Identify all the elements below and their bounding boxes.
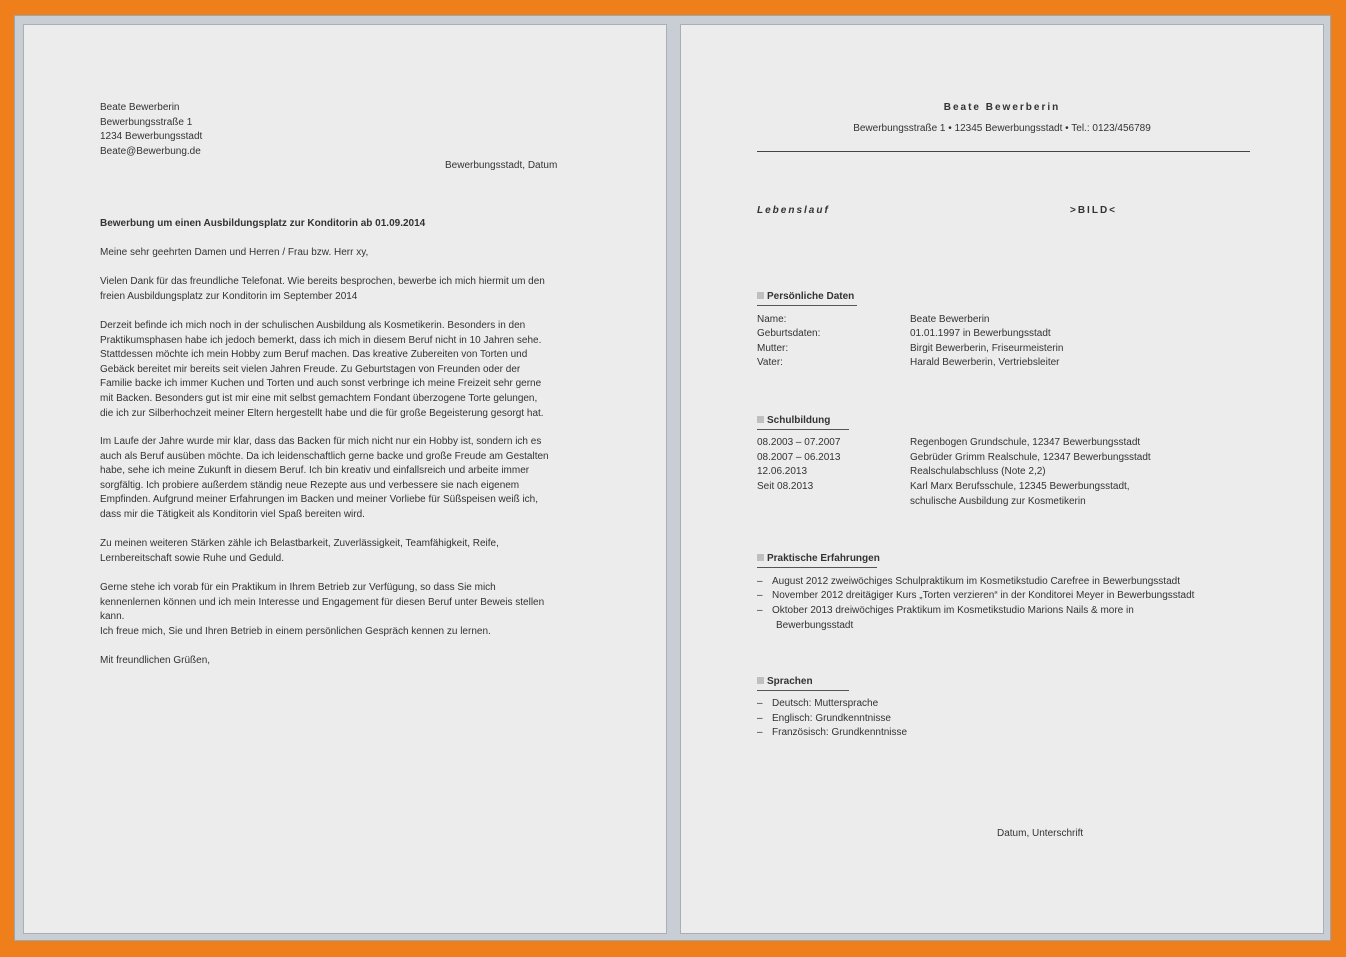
- letter-closing: Mit freundlichen Grüßen,: [100, 655, 211, 666]
- section-personal-label: Persönliche Daten: [767, 291, 855, 302]
- text-line: mit Backen. Besonders gut ist mir eine mit selbst gemachtem Fondant überzogene Torte gelungen,: [100, 392, 538, 404]
- personal-value: Harald Bewerberin, Vertriebsleiter: [910, 357, 1060, 368]
- section-personal-heading: [757, 291, 854, 302]
- practice-item-text: August 2012 zweiwöchiges Schulpraktikum im Kosmetikstudio Carefree in Bewerbungsstadt: [772, 576, 1180, 587]
- school-entry: schulische Ausbildung zur Kosmetikerin: [910, 496, 1086, 507]
- letter-paragraph-2: [100, 319, 544, 421]
- text-line: Lernbereitschaft sowie Ruhe und Geduld.: [100, 552, 285, 564]
- text-line: freien Ausbildungsplatz zur Konditorin im September 2014: [100, 290, 358, 302]
- letter-paragraph-5: [100, 581, 544, 639]
- text-line: kann.: [100, 611, 125, 623]
- language-item-text: Deutsch: Muttersprache: [772, 698, 879, 709]
- document-viewer: [14, 15, 1331, 941]
- section-school-label: Schulbildung: [767, 415, 831, 426]
- personal-label: Mutter:: [757, 343, 789, 354]
- language-item: – Deutsch: Muttersprache: [757, 698, 879, 709]
- signature-line: Datum, Unterschrift: [997, 828, 1084, 839]
- school-entry: Realschulabschluss (Note 2,2): [910, 466, 1046, 477]
- sender-name: Beate Bewerberin: [100, 102, 180, 113]
- section-underline: [757, 567, 877, 568]
- section-school-heading: [757, 415, 830, 426]
- school-entry: Karl Marx Berufsschule, 12345 Bewerbungsstadt,: [910, 481, 1130, 492]
- school-entry: Gebrüder Grimm Realschule, 12347 Bewerbungsstadt: [910, 452, 1151, 463]
- personal-value: Birgit Bewerberin, Friseurmeisterin: [910, 343, 1064, 354]
- section-marker-icon: [757, 416, 764, 423]
- sender-street: Bewerbungsstraße 1: [100, 116, 193, 128]
- language-item-text: Englisch: Grundkenntnisse: [772, 713, 891, 724]
- text-line: Vielen Dank für das freundliche Telefonat. Wie bereits besprochen, bewerbe ich mich hiermit um den: [100, 276, 545, 287]
- section-marker-icon: [757, 292, 764, 299]
- text-line: die ich zur Silberhochzeit meiner Eltern hergestellt habe und die für große Begeisterung gesorgt hat.: [100, 407, 544, 419]
- text-line: dass mir die Tätigkeit als Konditorin viel Spaß bereiten wird.: [100, 508, 365, 520]
- text-line: Familie backe ich immer Kuchen und Torten und auch sonst verbringe ich meine Freizeit sehr gerne: [100, 378, 542, 390]
- letter-paragraph-1: [100, 275, 545, 304]
- section-marker-icon: [757, 554, 764, 561]
- school-period: 08.2007 – 06.2013: [757, 452, 841, 463]
- place-date: Bewerbungsstadt, Datum: [445, 160, 558, 171]
- section-underline: [757, 690, 849, 691]
- practice-item: – Oktober 2013 dreiwöchiges Praktikum im Kosmetikstudio Marions Nails & more in: [757, 605, 1134, 616]
- text-line: Gerne stehe ich vorab für ein Praktikum in Ihrem Betrieb zur Verfügung, so dass Sie mich: [100, 582, 496, 593]
- text-line: sorgfältig. Ich probiere außerdem ständig neue Rezepte aus und verbessere sie nach eigenem: [100, 479, 520, 491]
- personal-value: Beate Bewerberin: [910, 314, 990, 325]
- text-line: Derzeit befinde ich mich noch in der schulischen Ausbildung als Kosmetikerin. Besonders in den: [100, 320, 526, 331]
- text-line: Empfinden. Aufgrund meiner Erfahrungen im Backen und meiner Vorliebe für Süßspeisen weiß ich,: [100, 494, 539, 506]
- practice-item-text: November 2012 dreitägiger Kurs „Torten verzieren“ in der Konditorei Meyer in Bewerbungsstadt: [772, 590, 1195, 601]
- language-item-text: Französisch: Grundkenntnisse: [772, 727, 908, 738]
- photo-placeholder: >BILD<: [1070, 205, 1118, 216]
- language-item: – Englisch: Grundkenntnisse: [757, 713, 891, 724]
- personal-label: Geburtsdaten:: [757, 328, 821, 339]
- text-line: Ich freue mich, Sie und Ihren Betrieb in einem persönlichen Gespräch kennen zu lernen.: [100, 625, 491, 637]
- practice-item-text: Oktober 2013 dreiwöchiges Praktikum im Kosmetikstudio Marions Nails & more in: [772, 605, 1134, 616]
- text-line: kennenlernen können und ich mein Interesse und Engagement für diesen Beruf unter Beweis stellen: [100, 596, 545, 608]
- personal-value: 01.01.1997 in Bewerbungsstadt: [910, 328, 1051, 339]
- section-practice-heading: [757, 553, 880, 564]
- letter-salutation: Meine sehr geehrten Damen und Herren / Frau bzw. Herr xy,: [100, 247, 369, 258]
- section-underline: [757, 305, 857, 306]
- practice-item-continuation: Bewerbungsstadt: [776, 620, 854, 631]
- text-line: Im Laufe der Jahre wurde mir klar, dass das Backen für mich nicht nur ein Hobby ist, sondern ich es: [100, 436, 542, 447]
- page-cv: [680, 24, 1324, 934]
- sender-email: Beate@Bewerbung.de: [100, 145, 201, 157]
- section-underline: [757, 429, 849, 430]
- sender-city: 1234 Bewerbungsstadt: [100, 131, 203, 143]
- personal-label: Name:: [757, 314, 787, 325]
- text-line: auch als Beruf ausüben möchte. Da ich leidenschaftlich gerne backe und große Freude am Gestalten: [100, 450, 549, 462]
- language-item: – Französisch: Grundkenntnisse: [757, 727, 908, 738]
- personal-label: Vater:: [757, 357, 783, 368]
- text-line: Gebäck bereitet mir bereits seit vielen Jahren Freude. Zu Geburtstagen von Freunden oder der: [100, 363, 521, 375]
- letter-subject: Bewerbung um einen Ausbildungsplatz zur Konditorin ab 01.09.2014: [100, 218, 426, 229]
- cv-contact-line: Bewerbungsstraße 1 • 12345 Bewerbungsstadt • Tel.: 0123/456789: [853, 123, 1151, 134]
- practice-item: – August 2012 zweiwöchiges Schulpraktikum im Kosmetikstudio Carefree in Bewerbungsstadt: [757, 576, 1180, 587]
- page-cover-letter: [23, 24, 667, 934]
- cv-name: Beate Bewerberin: [943, 102, 1061, 113]
- school-period: 08.2003 – 07.2007: [757, 437, 841, 448]
- section-marker-icon: [757, 677, 764, 684]
- section-languages-heading: [757, 676, 813, 687]
- text-line: habe, sehe ich meine Zukunft in diesem Beruf. Ich bin kreativ und einfallsreich und arbeite immer: [100, 465, 530, 477]
- header-divider: [757, 151, 1250, 152]
- school-entry: Regenbogen Grundschule, 12347 Bewerbungsstadt: [910, 437, 1141, 448]
- school-period: 12.06.2013: [757, 466, 808, 477]
- text-line: Stattdessen möchte ich mein Hobby zum Beruf machen. Das kreative Zubereiten von Torten und: [100, 349, 528, 361]
- section-languages-label: Sprachen: [767, 676, 813, 687]
- school-period: Seit 08.2013: [757, 481, 814, 492]
- text-line: Praktikumsphasen habe ich jedoch bemerkt, dass ich mich in diesem Beruf nicht in 10 Jahren sehe.: [100, 334, 542, 346]
- letter-paragraph-4: [100, 537, 499, 566]
- practice-item: – November 2012 dreitägiger Kurs „Torten verzieren“ in der Konditorei Meyer in Bewerbungsstadt: [757, 590, 1195, 601]
- cv-title: Lebenslauf: [757, 205, 830, 216]
- sender-address: [100, 101, 202, 159]
- text-line: Zu meinen weiteren Stärken zähle ich Belastbarkeit, Zuverlässigkeit, Teamfähigkeit, Reife,: [100, 538, 499, 549]
- section-practice-label: Praktische Erfahrungen: [767, 553, 880, 564]
- letter-paragraph-3: [100, 435, 549, 523]
